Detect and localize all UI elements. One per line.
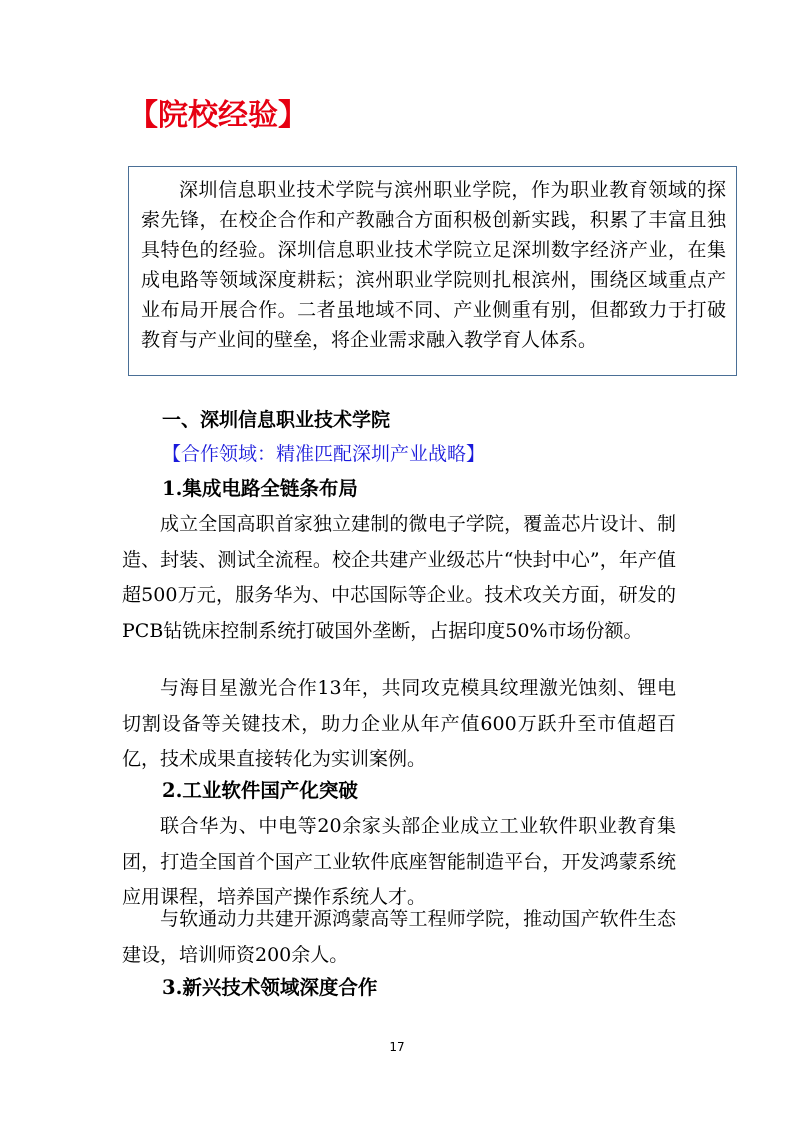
paragraph-ic-chain-1: 成立全国高职首家独立建制的微电子学院，覆盖芯片设计、制造、封装、测试全流程。校企共建产业级芯片“快封中心”，年产值超500万元，服务华为、中芯国际等企业。技术攻关方面，研发的PCB钻铣床控制系统打破国外垄断，占据印度50%市场份额。 (122, 513, 676, 642)
page-number: 17 (389, 1040, 405, 1054)
paragraph-industrial-software-1: 联合华为、中电等20余家头部企业成立工业软件职业教育集团，打造全国首个国产工业软件底座智能制造平台，开发鸿蒙系统应用课程，培养国产操作系统人才。 (122, 815, 676, 908)
intro-box (128, 166, 737, 376)
cooperation-field-label: 【合作领域：精准匹配深圳产业战略】 (162, 443, 486, 465)
section-heading: 一、深圳信息职业技术学院 (162, 409, 391, 431)
paragraph-ic-chain-2: 与海目星激光合作13年，共同攻克模具纹理激光蚀刻、锂电切割设备等关键技术，助力企业从年产值600万跃升至市值超百亿，技术成果直接转化为实训案例。 (122, 677, 676, 770)
intro-paragraph: 深圳信息职业技术学院与滨州职业学院，作为职业教育领域的探索先锋，在校企合作和产教融合方面积极创新实践，积累了丰富且独具特色的经验。深圳信息职业技术学院立足深圳数字经济产业，在集成电路等领域深度耕耘；滨州职业学院则扎根滨州，围绕区域重点产业布局开展合作。二者虽地域不同、产业侧重有别，但都致力于打破教育与产业间的壁垒，将企业需求融入教学育人体系。 (141, 179, 726, 351)
subheading-emerging-tech: 3.新兴技术领域深度合作 (162, 976, 378, 999)
subheading-industrial-software: 2.工业软件国产化突破 (162, 779, 358, 802)
page-title: 【院校经验】 (128, 98, 308, 133)
subheading-ic-chain: 1.集成电路全链条布局 (162, 477, 358, 500)
paragraph-industrial-software-2: 与软通动力共建开源鸿蒙高等工程师学院，推动国产软件生态建设，培训师资200余人。 (122, 908, 676, 966)
